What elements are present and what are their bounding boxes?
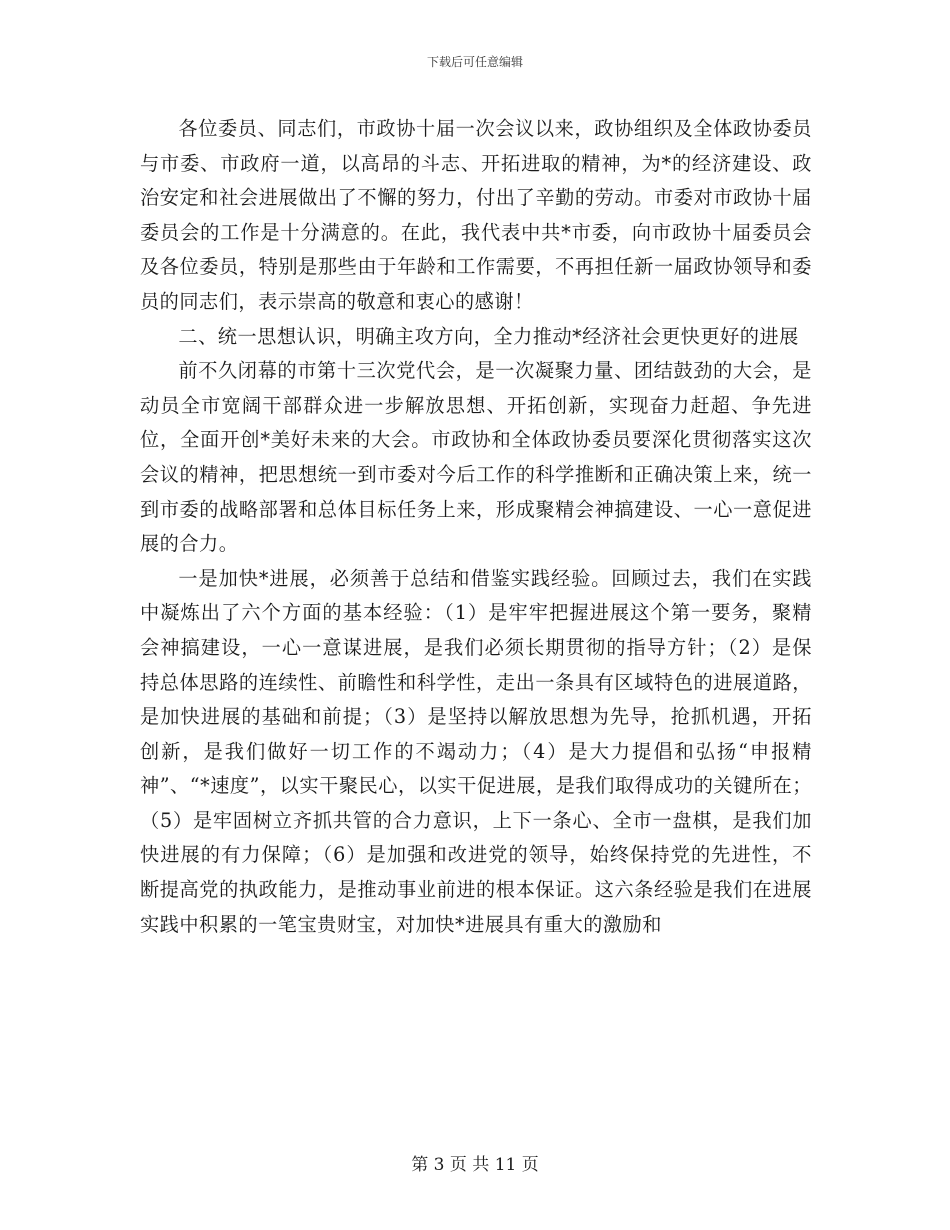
paragraph-thanks: 各位委员、同志们，市政协十届一次会议以来，政协组织及全体政协委员与市委、市政府一道，以高昂的斗志、开拓进取的精神，为*的经济建设、政治安定和社会进展做出了不懈的努力，付出了辛勤的劳动。市委对市政协十届委员会的工作是十分满意的。在此，我代表中共*市委，向市政协十届委员会及各位委员，特别是那些由于年龄和工作需要，不再担任新一届政协领导和委员的同志们，表示崇高的敬意和衷心的感谢！ [140, 117, 812, 313]
paragraph-congress: 前不久闭幕的市第十三次党代会，是一次凝聚力量、团结鼓劲的大会，是动员全市宽阔干部群众进一步解放思想、开拓创新，实现奋力赶超、争先进位，全面开创*美好未来的大会。市政协和全体政协委员要深化贯彻落实这次会议的精神，把思想统一到市委对今后工作的科学推断和正确决策上来，统一到市委的战略部署和总体目标任务上来，形成聚精会神搞建设、一心一意促进展的合力。 [140, 359, 812, 556]
page-header-note: 下载后可任意编辑 [426, 55, 523, 69]
section-heading-2: 二、统一思想认识，明确主攻方向，全力推动*经济社会更快更好的进展 [178, 324, 799, 348]
paragraph-experience: 一是加快*进展，必须善于总结和借鉴实践经验。回顾过去，我们在实践中凝炼出了六个方面的基本经验：（1）是牢牢把握进展这个第一要务，聚精会神搞建设，一心一意谋进展，是我们必须长期贯彻的指导方针；（2）是保持总体思路的连续性、前瞻性和科学性，走出一条具有区域特色的进展道路，是加快进展的基础和前提；（3）是坚持以解放思想为先导，抢抓机遇，开拓创新，是我们做好一切工作的不竭动力；（4）是大力提倡和弘扬“申报精神”、“*速度”，以实干聚民心，以实干促进展，是我们取得成功的关键所在；（5）是牢固树立齐抓共管的合力意识，上下一条心、全市一盘棋，是我们加快进展的有力保障；（6）是加强和改进党的领导，始终保持党的先进性，不断提高党的执政能力，是推动事业前进的根本保证。这六条经验是我们在进展实践中积累的一笔宝贵财宝，对加快*进展具有重大的激励和 [140, 566, 812, 936]
document-body [140, 112, 812, 942]
page-number: 第 3 页 共 11 页 [411, 1155, 539, 1175]
